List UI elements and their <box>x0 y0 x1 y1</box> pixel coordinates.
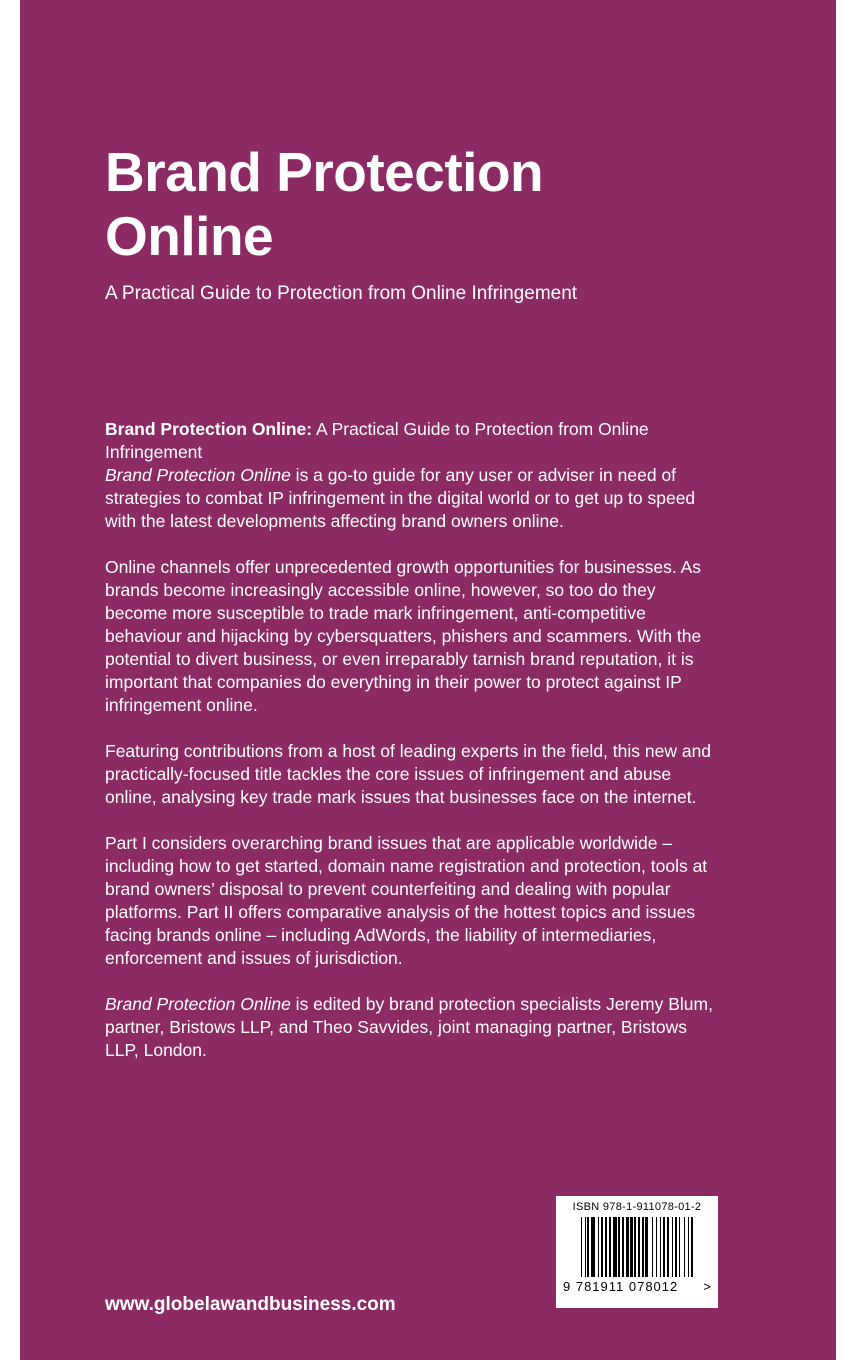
barcode-digits-row <box>561 1279 713 1294</box>
paragraph-contributors: Featuring contributions from a host of leading experts in the field, this new and practically-focused title tackles the core issues of infringement and abuse online, analysing key trade mark issues that businesses face on the internet. <box>105 741 712 807</box>
editors-description: is edited by brand protection specialists Jeremy Blum, partner, Bristows LLP, and Theo Savvides, joint managing partner, Bristows LLP, London. <box>105 994 713 1060</box>
barcode <box>556 1196 718 1308</box>
publisher-website: www.globelawandbusiness.com <box>105 1294 396 1315</box>
intro-title-rest: A Practical Guide to Protection from Online Infringement <box>105 419 649 462</box>
book-cover <box>20 0 836 1360</box>
barcode-number: 9 781911 078012 <box>563 1279 679 1294</box>
editors-italic-title: Brand Protection Online <box>105 994 291 1014</box>
paragraph-online-channels: Online channels offer unprecedented growth opportunities for businesses. As brands become increasingly accessible online, however, so too do they become more susceptible to trade mark infringement, anti-competitive behaviour and hijacking by cybersquatters, phishers and scammers. With the potential to divert business, or even irreparably tarnish brand reputation, it is important that companies do everything in their power to protect against IP infringement online. <box>105 557 702 715</box>
book-title-line1: Brand Protection <box>105 141 544 203</box>
barcode-lines <box>561 1217 713 1277</box>
isbn-label: ISBN 978-1-911078-01-2 <box>572 1201 702 1213</box>
paragraph-parts-overview: Part I considers overarching brand issues that are applicable worldwide – including how to get started, domain name registration and protection, tools at brand owners’ disposal to prevent counterfeiting and dealing with popular platforms. Part II offers comparative analysis of the hottest topics and issues facing brands online – including AdWords, the liability of intermediaries, enforcement and issues of jurisdiction. <box>105 833 708 968</box>
intro-bold-title: Brand Protection Online: <box>105 419 313 439</box>
title-block <box>105 140 745 306</box>
intro-italic-title: Brand Protection Online <box>105 465 291 485</box>
paragraph-editors <box>105 993 717 1062</box>
book-subtitle: A Practical Guide to Protection from Online Infringement <box>105 283 578 304</box>
paragraph-intro <box>105 418 717 533</box>
intro-description: is a go-to guide for any user or adviser in need of strategies to combat IP infringement in the digital world or to get up to speed with the latest developments affecting brand owners online. <box>105 465 696 531</box>
blurb <box>105 418 717 1085</box>
book-title-line2: Online <box>105 205 274 267</box>
barcode-arrow: > <box>703 1279 711 1294</box>
book-title <box>105 140 745 268</box>
